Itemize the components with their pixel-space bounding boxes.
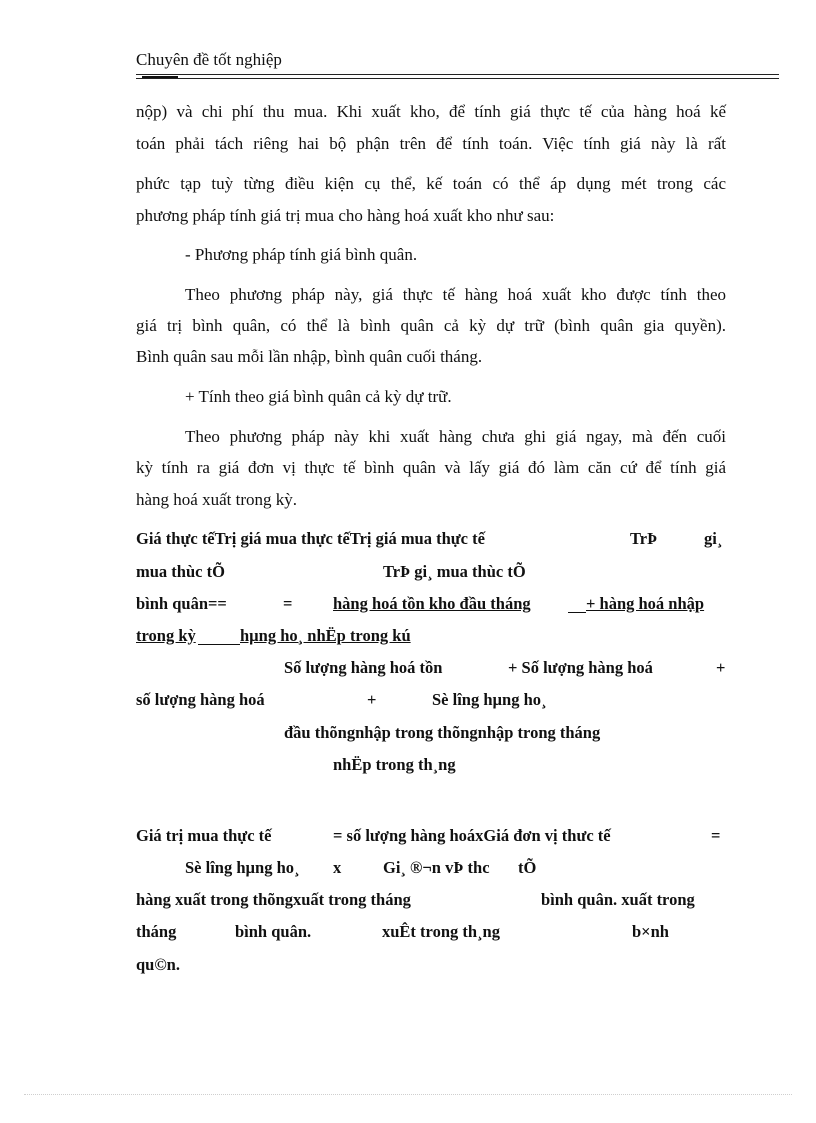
formula-denominator: + (716, 658, 726, 677)
bullet-item: + Tính theo giá bình quân cả kỳ dự trữ. (185, 387, 452, 406)
formula-denominator: số lượng hàng hoá (136, 690, 265, 709)
formula-numerator: hàng hoá tồn kho đầu tháng (333, 594, 531, 613)
paragraph-line: Theo phương pháp này khi xuất hàng chưa ghi giá ngay, mà đến cuối (185, 427, 726, 446)
fraction-line-segment (568, 612, 586, 613)
paragraph-line: hàng hoá xuất trong kỳ. (136, 490, 297, 509)
paragraph-line: kỳ tính ra giá đơn vị thực tế bình quân và lấy giá đó làm căn cứ để tính giá (136, 458, 726, 477)
header-rule-double (136, 78, 779, 79)
formula-numerator: hµng ho¸ nhËp trong kú (240, 626, 411, 645)
formula-text: qu©n. (136, 955, 180, 974)
paragraph-line: giá trị bình quân, có thể là bình quân cả kỳ dự trữ (bình quân gia quyền). (136, 316, 726, 335)
fraction-line-segment (198, 644, 240, 645)
paragraph-line: nộp) và chi phí thu mua. Khi xuất kho, để tính giá thực tế của hàng hoá kế (136, 102, 726, 121)
formula-denominator: Sè lîng hµng ho¸ (432, 690, 547, 709)
page-footer-rule (24, 1094, 792, 1095)
formula-denominator: đầu thõngnhập trong thõngnhập trong tháng (284, 723, 601, 742)
formula-denominator: nhËp trong th¸ng (333, 755, 456, 774)
formula-text: = (711, 826, 721, 845)
paragraph-line: Theo phương pháp này, giá thực tế hàng hoá xuất kho được tính theo (185, 285, 726, 304)
formula-text: Sè lîng hµng ho¸ (185, 858, 300, 877)
formula-denominator: + Số lượng hàng hoá (508, 658, 653, 677)
formula-denominator: Số lượng hàng hoá tồn (284, 658, 443, 677)
header-underline-mark (142, 76, 178, 78)
formula-text: x (333, 858, 342, 877)
header-title: Chuyên đề tốt nghiệp (136, 50, 282, 69)
formula-text: = số lượng hàng hoáxGiá đơn vị thưc tế (333, 826, 611, 845)
formula-text: xuÊt trong th¸ng (382, 922, 500, 941)
formula-text: bình quân. xuất trong (541, 890, 695, 909)
formula-text: mua thùc tÕ (136, 562, 225, 581)
formula-text: hàng xuất trong thõngxuất trong tháng (136, 890, 411, 909)
formula-numerator: + hàng hoá nhập (586, 594, 705, 613)
formula-text: TrÞ gi¸ mua thùc tÕ (383, 562, 526, 581)
formula-text: Giá thực tếTrị giá mua thực tếTrị giá mua thực tế (136, 529, 485, 548)
bullet-item: - Phương pháp tính giá bình quân. (185, 245, 418, 264)
formula-numerator: trong kỳ (136, 626, 196, 645)
header-rule (136, 74, 779, 75)
paragraph-line: phương pháp tính giá trị mua cho hàng hoá xuất kho như sau: (136, 206, 555, 225)
formula-text: Giá trị mua thực tế (136, 826, 272, 845)
formula-text: = (283, 594, 293, 613)
formula-text: gi¸ (704, 529, 723, 548)
paragraph-line: phức tạp tuỳ từng điều kiện cụ thể, kế toán có thể áp dụng mét trong các (136, 174, 726, 193)
paragraph-line: toán phải tách riêng hai bộ phận trên để tính toán. Việc tính giá này là rất (136, 134, 726, 153)
formula-text: b×nh (632, 922, 669, 941)
formula-text: tháng (136, 922, 177, 941)
formula-denominator: + (367, 690, 377, 709)
formula-text: tÕ (518, 858, 537, 877)
formula-text: TrÞ (630, 529, 658, 548)
formula-text: bình quân== (136, 594, 227, 613)
formula-text: Gi¸ ®¬n vÞ thc (383, 858, 490, 877)
formula-text: bình quân. (235, 922, 312, 941)
paragraph-line: Bình quân sau mỗi lần nhập, bình quân cuối tháng. (136, 347, 483, 366)
